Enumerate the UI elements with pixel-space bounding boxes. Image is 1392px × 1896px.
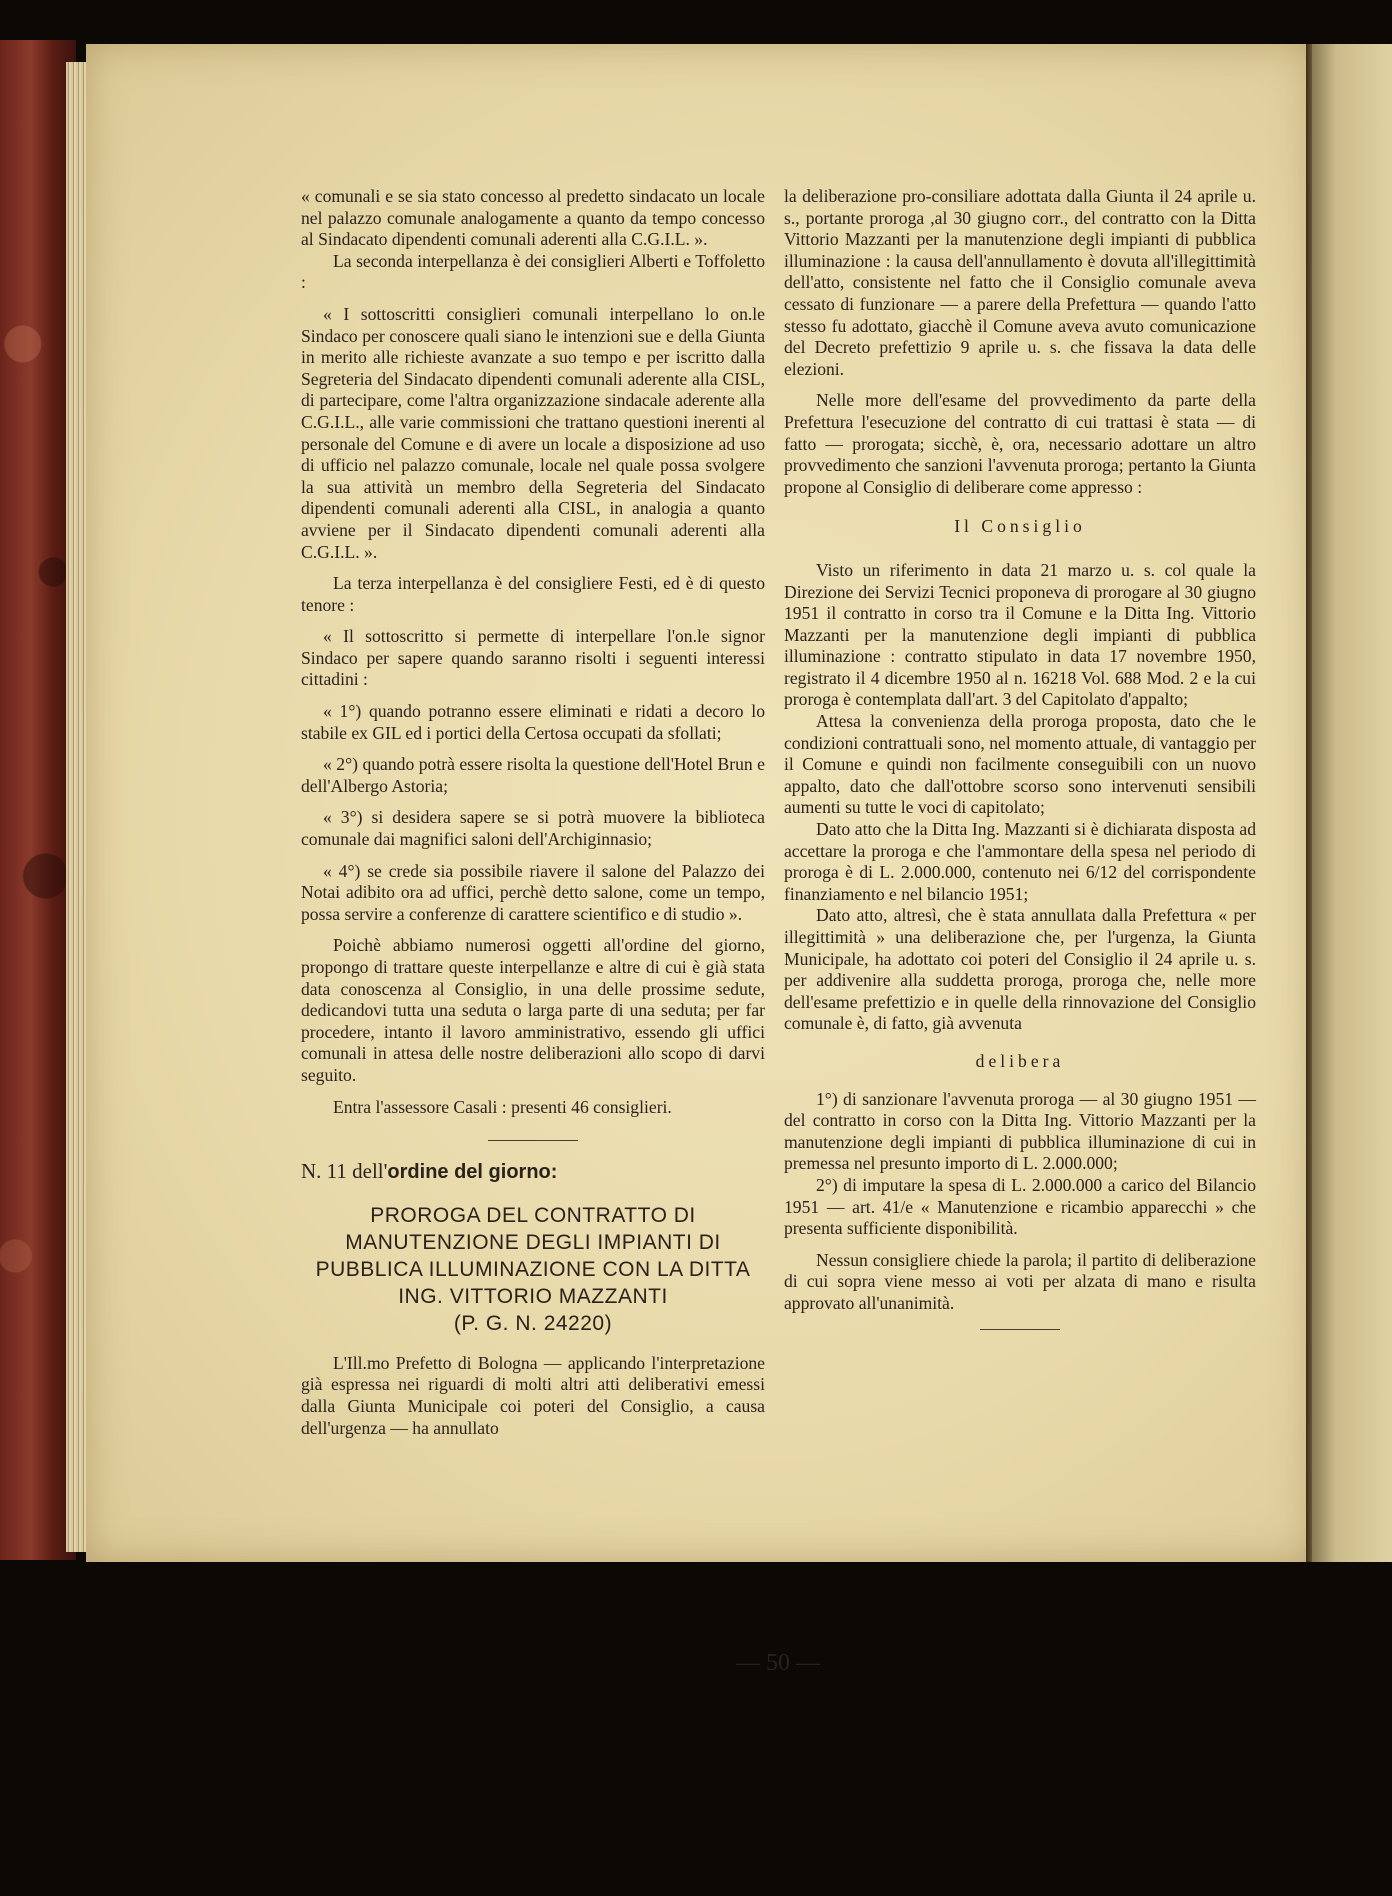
left-paragraphs bbox=[301, 186, 765, 1118]
delibera-heading: delibera bbox=[975, 1050, 1065, 1071]
paragraph: Dato atto, altresì, che è stata annullata dalla Prefettura « per illegittimità » una deliberazione che, per l'urgenza, la Giunta Municipale, ha adottato coi poteri del Consiglio il 24 aprile u. s. per addivenire alla suddetta proroga, proroga che, nelle more dell'esame prefettizio e in quelle della rinnovazione del Consiglio comunale è, di fatto, già avvenuta bbox=[784, 905, 1256, 1034]
paragraph: La terza interpellanza è del consigliere Festi, ed è di questo tenore : bbox=[301, 573, 765, 615]
paragraph: La seconda interpellanza è dei consiglieri Alberti e Toffoletto : bbox=[301, 250, 765, 293]
paragraph: « 3°) si desidera sapere se si potrà muovere la biblioteca comunale dai magnifici saloni dell'Archiginnasio; bbox=[301, 807, 765, 850]
right-column bbox=[784, 186, 1256, 1350]
right-paragraphs-mid bbox=[784, 560, 1256, 1035]
paragraph: 1°) di sanzionare l'avvenuta proroga — al 30 giugno 1951 — del contratto in corso con la Ditta Ing. Vittorio Mazzanti per la manutenzione degli impianti di pubblica illuminazione di cui in premessa nel presunto importo di L. 2.000.000; bbox=[784, 1088, 1256, 1174]
divider bbox=[980, 1329, 1060, 1330]
section-heading bbox=[301, 1161, 765, 1184]
paragraph: 2°) di imputare la spesa di L. 2.000.000 a carico del Bilancio 1951 — art. 41/e « Manutenzione e ricambio apparecchi » che presenta sufficiente disponibilità. bbox=[784, 1174, 1256, 1239]
paragraph: Nelle more dell'esame del provvedimento da parte della Prefettura l'esecuzione del contratto di cui trattasi è stata — di fatto — prorogata; sicchè, è, ora, necessario adottare un altro provvedimento che sanzioni l'avvenuta proroga; pertanto la Giunta propone al Consiglio di deliberare come appresso : bbox=[784, 390, 1256, 497]
right-paragraphs-top bbox=[784, 186, 1256, 498]
paragraph: « Il sottoscritto si permette di interpellare l'on.le signor Sindaco per sapere quando saranno risolti i seguenti interessi cittadini : bbox=[301, 626, 765, 690]
paragraph: Nessun consigliere chiede la parola; il partito di deliberazione di cui sopra viene messo ai voti per alzata di mano e risulta approvato all'unanimità. bbox=[784, 1249, 1256, 1313]
paragraph: Visto un riferimento in data 21 marzo u. s. col quale la Direzione dei Servizi Tecnici proponeva di prorogare al 30 giugno 1951 il contratto in corso tra il Comune e la Ditta Ing. Vittorio Mazzanti per la manutenzione degli impianti di pubblica illuminazione : contratto stipulato in data 17 novembre 1950, registrato il 4 dicembre 1950 al n. 16218 Vol. 688 Mod. 2 e la cui proroga è contemplata dall'art. 3 del Capitolato d'appalto; bbox=[784, 559, 1256, 710]
paragraph: la deliberazione pro-consiliare adottata dalla Giunta il 24 aprile u. s., portante proroga ,al 30 giugno corr., del contratto con la Ditta Vittorio Mazzanti per la manutenzione degli impianti di pubblica illuminazione : la causa dell'annullamento è dovuta all'illegittimità dell'atto, consistente nel fatto che il Consiglio comunale aveva cessato di funzionare — a parere della Prefettura — quando l'atto stesso fu adottato, giacchè il Comune aveva avuto comunicazione del Decreto prefettizio 9 aprile u. s. che fissava la data delle elezioni. bbox=[784, 186, 1256, 379]
paragraph: « 4°) se crede sia possibile riavere il salone del Palazzo dei Notai adibito ora ad uffici, perchè detto salone, come un tempo, possa servire a conferenze di carattere scientifico e di studio ». bbox=[301, 860, 765, 924]
facing-page bbox=[1312, 44, 1392, 1562]
item-title bbox=[301, 1202, 765, 1337]
title-text: PROROGA DEL CONTRATTO DI MANUTENZIONE DEGLI IMPIANTI DI PUBBLICA ILLUMINAZIONE CON LA DITTA ING. VITTORIO MAZZANTI bbox=[315, 1203, 751, 1308]
paragraph: Poichè abbiamo numerosi oggetti all'ordine del giorno, propongo di trattare queste interpellanze e altre di cui è già stata data conoscenza al Consiglio, in una delle prossime sedute, dedicandovi tutta una seduta o larga parte di una seduta; per far procedere, intanto il lavoro amministrativo, essendo gli uffici comunali in attesa delle nostre deliberazioni allo scopo di darvi seguito. bbox=[301, 935, 765, 1085]
section-number: N. 11 dell' bbox=[301, 1159, 388, 1184]
consiglio-heading: Il Consiglio bbox=[954, 516, 1086, 537]
book-binding bbox=[0, 40, 76, 1560]
paragraph: Attesa la convenienza della proroga proposta, dato che le condizioni contrattuali sono, nel momento attuale, di vantaggio per il Comune e quindi non facilmente conseguibili con un nuovo appalto, dato che dall'ottobre scorso sono intervenuti sensibili aumenti su tutte le voci di capitolato; bbox=[784, 711, 1256, 818]
left-column bbox=[301, 186, 765, 1439]
section-label: ordine del giorno: bbox=[387, 1161, 558, 1184]
paragraph: L'Ill.mo Prefetto di Bologna — applicando l'interpretazione già espressa nei riguardi di molti altri atti deliberativi emessi dalla Giunta Municipale coi poteri del Consiglio, a causa dell'urgenza — ha annullato bbox=[301, 1352, 765, 1438]
page-number: — 50 — bbox=[736, 1650, 820, 1676]
title-pgn: (P. G. N. 24220) bbox=[453, 1311, 613, 1335]
paragraph: Entra l'assessore Casali : presenti 46 consiglieri. bbox=[333, 1096, 672, 1117]
paragraph: « 1°) quando potranno essere eliminati e ridati a decoro lo stabile ex GIL ed i portici della Certosa occupati da sfollati; bbox=[301, 701, 765, 743]
paragraph: « I sottoscritti consiglieri comunali interpellano lo on.le Sindaco per conoscere quali siano le intenzioni sue e della Giunta in merito alle richieste avanzate a suo tempo e per iscritto dalla Segreteria del Sindacato dipendenti comunali aderente alla CISL, di partecipare, come l'altra organizzazione sindacale aderente alla C.G.I.L., alle varie commissioni che trattano questioni inerenti al personale del Comune e di avere un locale a disposizione ad uso di ufficio nel palazzo comunale, locale nel quale possa svolgere la sua attività un membro della Segreteria del Sindacato dipendenti comunali aderenti alla CISL, in analogia a quanto avviene per il Sindacato dipendenti comunali aderenti alla C.G.I.L. ». bbox=[301, 303, 765, 562]
right-paragraphs-bottom bbox=[784, 1089, 1256, 1315]
paragraph: Dato atto che la Ditta Ing. Mazzanti si è dichiarata disposta ad accettare la proroga e che l'ammontare della spesa nel periodo di proroga è di L. 2.000.000, contenuto nei 6/12 del corrispondente finanziamento e nel bilancio 1951; bbox=[784, 819, 1256, 904]
paragraph: « 2°) quando potrà essere risolta la questione dell'Hotel Brun e dell'Albergo Astoria; bbox=[301, 754, 765, 796]
marbled-cover bbox=[0, 40, 76, 1560]
divider bbox=[488, 1140, 578, 1141]
paragraph: « comunali e se sia stato concesso al predetto sindacato un locale nel palazzo comunale analogamente a quanto da tempo concesso al Sindacato dipendenti comunali aderenti alla C.G.I.L. ». bbox=[301, 186, 765, 250]
